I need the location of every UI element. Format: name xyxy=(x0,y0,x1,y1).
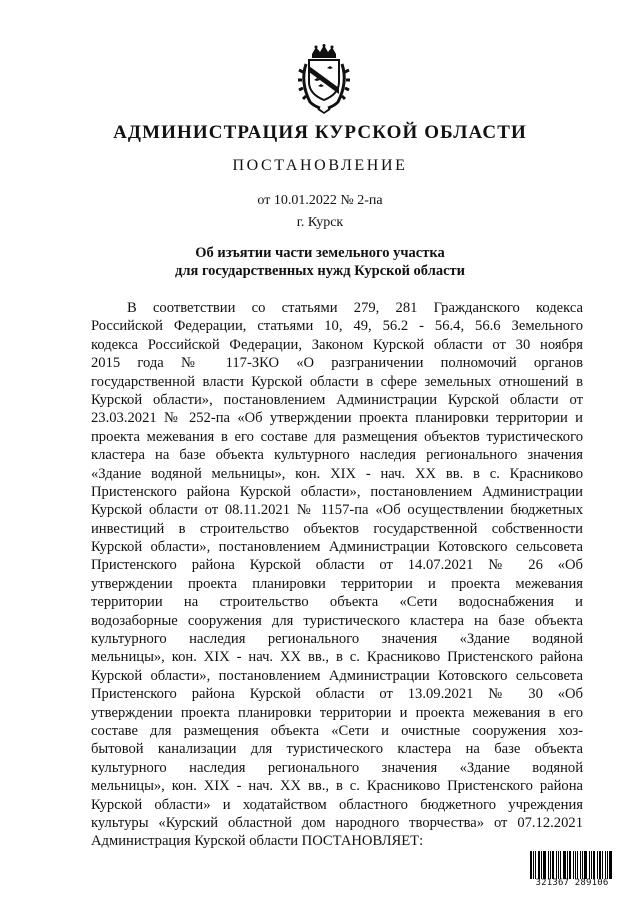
barcode-bar xyxy=(591,851,592,879)
barcode-bar xyxy=(582,851,583,879)
barcode-bar xyxy=(541,851,542,879)
barcode-bar xyxy=(602,851,603,879)
body-line: культурного наследия регионального значения «Здание водяной xyxy=(91,631,583,648)
barcode-bar xyxy=(605,851,606,879)
body-line: инвестиций в строительство объектов государственной собственности xyxy=(91,520,583,537)
barcode-number: 321367 289106 xyxy=(535,878,609,888)
barcode-bar xyxy=(609,851,612,879)
body-line: составе для размещения объекта «Сети и очистные сооружения хоз- xyxy=(91,722,583,739)
body-line: 2015 года № 117-ЗКО «О разграничении полномочий органов xyxy=(91,355,583,372)
body-line: Российской Федерации, статьями 10, 49, 56.2 - 56.4, 56.6 Земельного xyxy=(91,318,583,335)
body-line: утверждении проекта планировки территории и проекта межевания в его xyxy=(91,704,583,721)
body-line: Администрация Курской области ПОСТАНОВЛЯЕТ: xyxy=(91,833,424,850)
barcode-bar xyxy=(530,851,532,879)
barcode-bar xyxy=(567,851,568,879)
document-city: г. Курск xyxy=(296,215,344,230)
agency-title: АДМИНИСТРАЦИЯ КУРСКОЙ ОБЛАСТИ xyxy=(113,122,527,143)
body-line: 23.03.2021 № 252-па «Об утверждении проекта планировки территории и xyxy=(91,410,583,427)
body-paragraph xyxy=(91,299,583,851)
barcode-bar xyxy=(580,851,581,879)
barcode-bar xyxy=(593,851,595,879)
body-line: Курской области», постановлением Администрации Котовского сельсовета xyxy=(91,539,583,556)
barcode-bar xyxy=(560,851,561,879)
barcode-bar xyxy=(558,851,559,879)
barcode-bar xyxy=(607,851,608,879)
body-line: кластера на базе объекта культурного наследия регионального значения xyxy=(91,447,583,464)
body-line: культурного наследия регионального значения «Здание водяной xyxy=(91,759,583,776)
body-line: мельницы», кон. XIX - нач. XX вв., в с. Красниково Пристенского района xyxy=(91,778,583,795)
body-line: Курской области от 08.11.2021 № 1157-па «Об осуществлении бюджетных xyxy=(91,502,583,519)
barcode-bar xyxy=(550,851,551,879)
barcode-bar xyxy=(533,851,534,879)
body-line: В соответствии со статьями 279, 281 Гражданского кодекса xyxy=(127,300,583,316)
document-type: ПОСТАНОВЛЕНИЕ xyxy=(232,157,408,174)
body-line: бытовой канализации для туристического кластера на базе объекта xyxy=(91,741,583,758)
barcode-bar xyxy=(577,851,579,879)
coat-of-arms-icon xyxy=(296,44,352,114)
barcode-bar xyxy=(573,851,574,879)
body-line: водозаборные сооружения для туристического кластера на базе объекта xyxy=(91,612,583,629)
body-line: проекта межевания в его составе для размещения объектов туристического xyxy=(91,428,583,445)
barcode-bar xyxy=(538,851,540,879)
body-line: территории на строительство объекта «Сети водоснабжения и xyxy=(91,594,583,611)
barcode-bar xyxy=(599,851,601,879)
body-line: государственной власти Курской области в сфере земельных отношений в xyxy=(91,373,583,390)
body-line: утверждении проекта планировки территории и проекта межевания xyxy=(91,575,583,592)
body-line: Курской области», постановлением Администрации Котовского сельсовета xyxy=(91,667,583,684)
barcode-bar xyxy=(535,851,536,879)
barcode-bar xyxy=(556,851,557,879)
document-date-number: от 10.01.2022 № 2-па xyxy=(257,193,383,208)
body-line: Пристенского района Курской области от 13.09.2021 № 30 «Об xyxy=(91,686,583,703)
barcode-bar xyxy=(584,851,587,879)
body-line: культуры «Курский областной дом народного творчества» от 07.12.2021 xyxy=(91,814,583,831)
body-line: Курской области» и ходатайством областного бюджетного учреждения xyxy=(91,796,583,813)
body-line: «Здание водяной мельницы», кон. XIX - нач. XX вв. в с. Красниково xyxy=(91,465,583,482)
subject-line-1: Об изъятии части земельного участка xyxy=(195,245,445,261)
barcode-bar xyxy=(569,851,571,879)
barcode-bar xyxy=(552,851,554,879)
barcode-bar xyxy=(589,851,590,879)
body-line: мельницы», кон. XIX - нач. XX вв., в с. Красниково Пристенского района xyxy=(91,649,583,666)
barcode-bar xyxy=(597,851,598,879)
body-line: Пристенского района Курской области», постановлением Администрации xyxy=(91,483,583,500)
barcode-icon xyxy=(530,851,614,893)
barcode-bars xyxy=(530,851,614,879)
barcode-bar xyxy=(548,851,549,879)
subject-line-2: для государственных нужд Курской области xyxy=(175,263,465,279)
barcode-bar xyxy=(575,851,576,879)
barcode-bar xyxy=(543,851,546,879)
barcode-bar xyxy=(563,851,566,879)
body-line: Пристенского района Курской области от 14.07.2021 № 26 «Об xyxy=(91,557,583,574)
body-line: Курской области», постановлением Администрации Курской области от xyxy=(91,391,583,408)
body-line: кодекса Российской Федерации, Законом Курской области от 30 ноября xyxy=(91,336,583,353)
